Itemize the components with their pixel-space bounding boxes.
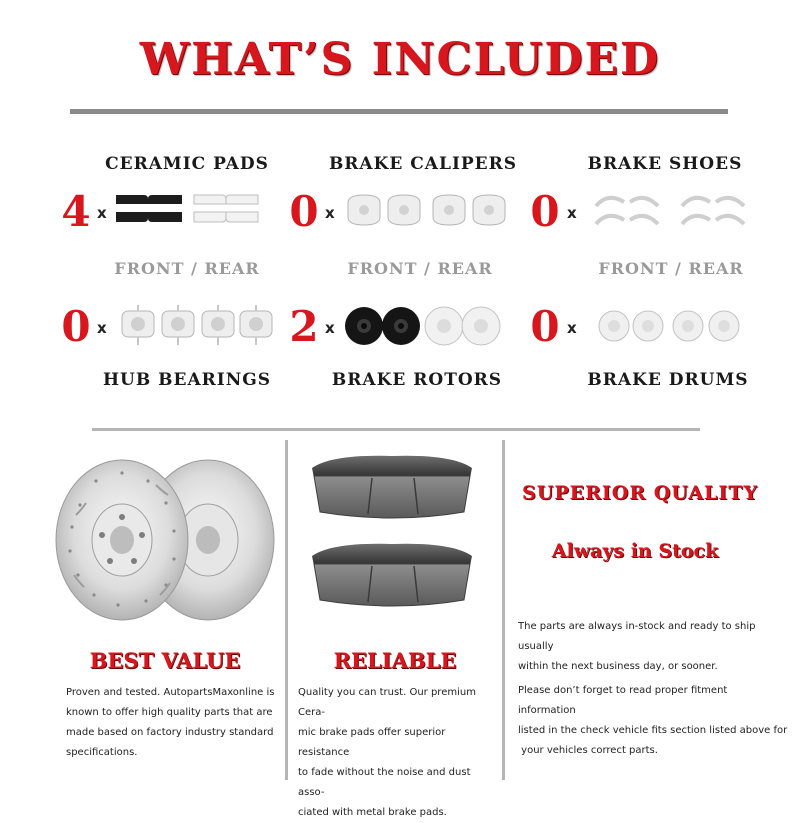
brake-rotors-label: BRAKE ROTORS	[331, 370, 503, 390]
text-line: Quality you can trust. Our premium Cera-	[298, 687, 476, 718]
text-line: Please don’t forget to read proper fitment information	[518, 685, 728, 716]
text-line: ciated with metal brake pads.	[298, 807, 447, 818]
brake-shoes-label: BRAKE SHOES	[587, 154, 743, 174]
brake-rotors-image	[344, 305, 502, 347]
always-in-stock-subtitle: Always in Stock	[551, 540, 719, 562]
front-rear-label: FRONT / REAR	[114, 259, 260, 278]
hub-bearings-image	[118, 303, 276, 347]
brake-drums-image	[596, 308, 748, 344]
text-line: your vehicles correct parts.	[518, 745, 658, 756]
text-line: to fade without the noise and dust asso-	[298, 767, 471, 798]
ceramic-pads-image	[114, 192, 264, 228]
multiply-sign: x	[97, 204, 107, 222]
brake-shoes-quantity: 0	[530, 187, 560, 236]
title-divider	[70, 109, 728, 114]
brake-calipers-label: BRAKE CALIPERS	[328, 154, 518, 174]
brake-drums-quantity: 0	[530, 302, 560, 351]
text-line: made based on factory industry standard	[66, 727, 274, 738]
ceramic-pads-label: CERAMIC PADS	[105, 154, 269, 174]
page-title: WHAT’S INCLUDED	[139, 34, 661, 85]
column-divider	[285, 440, 288, 780]
multiply-sign: x	[325, 204, 335, 222]
text-line: within the next business day, or sooner.	[518, 661, 718, 672]
ceramic-pads-quantity: 4	[61, 187, 91, 236]
multiply-sign: x	[567, 204, 577, 222]
brake-shoes-image	[590, 190, 750, 230]
drilled-slotted-rotors-image	[50, 455, 280, 625]
reliable-text	[298, 683, 498, 823]
multiply-sign: x	[97, 319, 107, 337]
text-line: listed in the check vehicle fits section listed above for	[518, 725, 788, 736]
text-line: mic brake pads offer superior resistance	[298, 727, 446, 758]
brake-rotors-quantity: 2	[289, 302, 319, 351]
ceramic-brake-pads-image	[304, 452, 480, 627]
best-value-text	[66, 683, 281, 763]
brake-drums-label: BRAKE DRUMS	[587, 370, 749, 390]
hub-bearings-label: HUB BEARINGS	[102, 370, 272, 390]
section-divider	[92, 428, 700, 431]
text-line: The parts are always in-stock and ready to ship usually	[518, 621, 756, 652]
brake-calipers-image	[345, 193, 510, 229]
fitment-text	[518, 681, 788, 761]
text-line: Proven and tested. AutopartsMaxonline is	[66, 687, 275, 698]
best-value-title: BEST VALUE	[89, 648, 241, 673]
multiply-sign: x	[567, 319, 577, 337]
hub-bearings-quantity: 0	[61, 302, 91, 351]
text-line: known to offer high quality parts that are	[66, 707, 273, 718]
front-rear-label: FRONT / REAR	[598, 259, 744, 278]
reliable-title: RELIABLE	[333, 648, 457, 673]
front-rear-label: FRONT / REAR	[347, 259, 493, 278]
brake-calipers-quantity: 0	[289, 187, 319, 236]
multiply-sign: x	[325, 319, 335, 337]
text-line: specifications.	[66, 747, 138, 758]
superior-quality-title: SUPERIOR QUALITY	[522, 482, 758, 504]
stock-text	[518, 617, 788, 677]
